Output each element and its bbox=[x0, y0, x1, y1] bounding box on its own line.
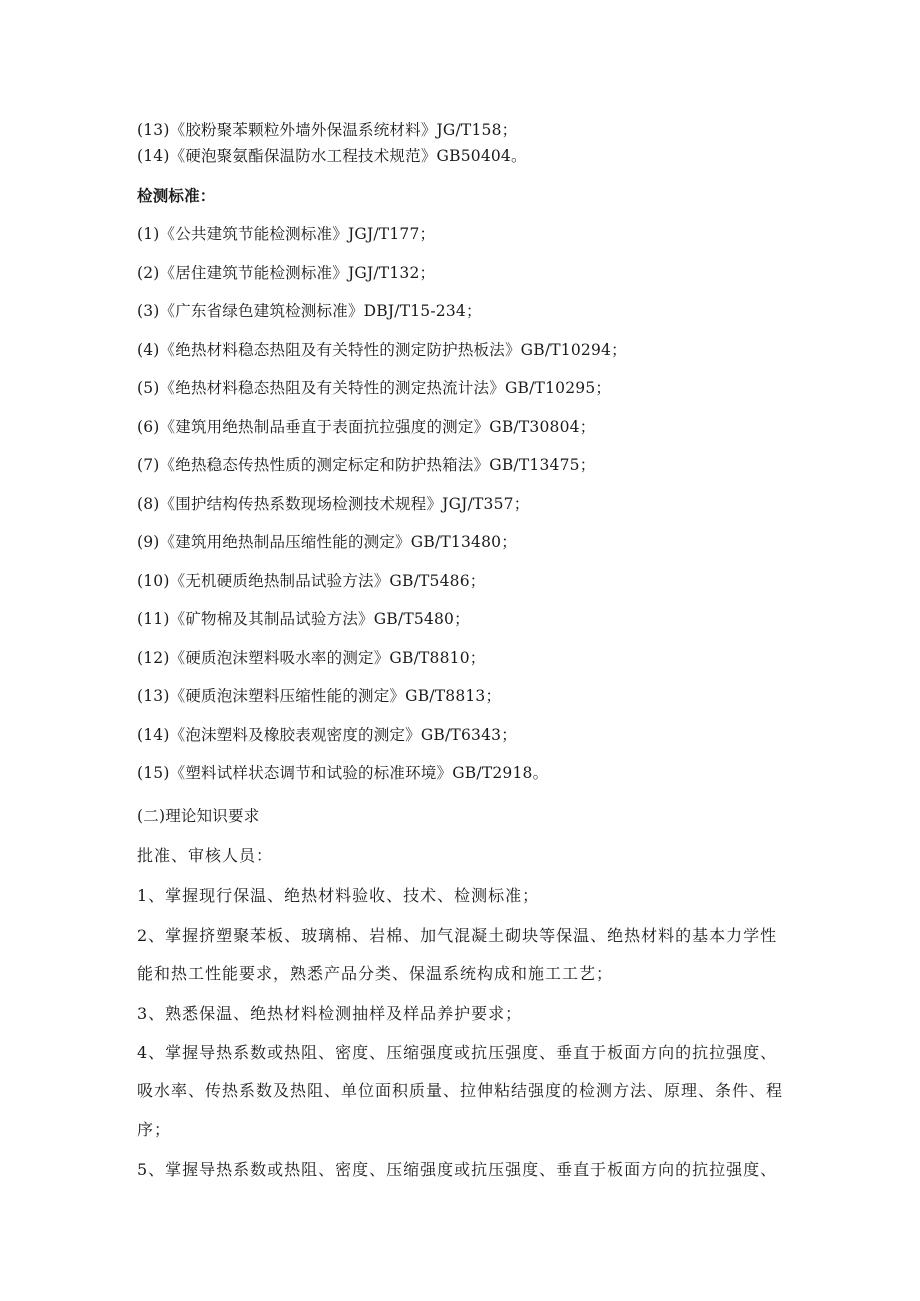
material-standard-item: (13)《胶粉聚苯颗粒外墙外保温系统材料》JG/T158； bbox=[137, 121, 518, 139]
testing-standard-item: (4)《绝热材料稳态热阻及有关特性的测定防护热板法》GB/T10294； bbox=[137, 341, 627, 359]
testing-standard-item: (10)《无机硬质绝热制品试验方法》GB/T5486； bbox=[137, 572, 486, 590]
testing-standard-item: (9)《建筑用绝热制品压缩性能的测定》GB/T13480； bbox=[137, 533, 517, 551]
testing-standards-heading: 检测标准： bbox=[137, 187, 216, 205]
testing-standard-item: (1)《公共建筑节能检测标准》JGJ/T177； bbox=[137, 225, 436, 243]
theory-audience: 批准、审核人员： bbox=[137, 846, 274, 865]
theory-requirement-line: 2、掌握挤塑聚苯板、玻璃棉、岩棉、加气混凝土砌块等保温、绝热材料的基本力学性 bbox=[137, 926, 778, 945]
testing-standard-item: (15)《塑料试样状态调节和试验的标准环境》GB/T2918。 bbox=[137, 764, 549, 782]
theory-requirement-line: 能和热工性能要求，熟悉产品分类、保温系统构成和施工工艺； bbox=[137, 964, 614, 983]
theory-requirement-line: 吸水率、传热系数及热阻、单位面积质量、拉伸粘结强度的检测方法、原理、条件、程 bbox=[137, 1081, 784, 1100]
theory-requirement-line: 序； bbox=[137, 1120, 172, 1139]
theory-requirement-line: 4、掌握导热系数或热阻、密度、压缩强度或抗压强度、垂直于板面方向的抗拉强度、 bbox=[137, 1043, 778, 1062]
testing-standard-item: (5)《绝热材料稳态热阻及有关特性的测定热流计法》GB/T10295； bbox=[137, 379, 612, 397]
testing-standard-item: (12)《硬质泡沫塑料吸水率的测定》GB/T8810； bbox=[137, 649, 486, 667]
testing-standard-item: (14)《泡沫塑料及橡胶表观密度的测定》GB/T6343； bbox=[137, 726, 517, 744]
testing-standard-item: (6)《建筑用绝热制品垂直于表面抗拉强度的测定》GB/T30804； bbox=[137, 418, 596, 436]
theory-requirement-line: 1、掌握现行保温、绝热材料验收、技术、检测标准； bbox=[137, 886, 540, 905]
testing-standard-item: (13)《硬质泡沫塑料压缩性能的测定》GB/T8813； bbox=[137, 687, 502, 705]
testing-standard-item: (7)《绝热稳态传热性质的测定标定和防护热箱法》GB/T13475； bbox=[137, 456, 596, 474]
testing-standard-item: (2)《居住建筑节能检测标准》JGJ/T132； bbox=[137, 264, 436, 282]
testing-standard-item: (3)《广东省绿色建筑检测标准》DBJ/T15-234； bbox=[137, 302, 482, 320]
theory-requirement-line: 5、掌握导热系数或热阻、密度、压缩强度或抗压强度、垂直于板面方向的抗拉强度、 bbox=[137, 1160, 778, 1179]
theory-section-heading: (二)理论知识要求 bbox=[137, 807, 260, 825]
testing-standard-item: (11)《矿物棉及其制品试验方法》GB/T5480； bbox=[137, 610, 470, 628]
theory-requirement-line: 3、熟悉保温、绝热材料检测抽样及样品养护要求； bbox=[137, 1004, 523, 1023]
testing-standard-item: (8)《围护结构传热系数现场检测技术规程》JGJ/T357； bbox=[137, 495, 530, 513]
material-standard-item: (14)《硬泡聚氨酯保温防水工程技术规范》GB50404。 bbox=[137, 147, 527, 165]
